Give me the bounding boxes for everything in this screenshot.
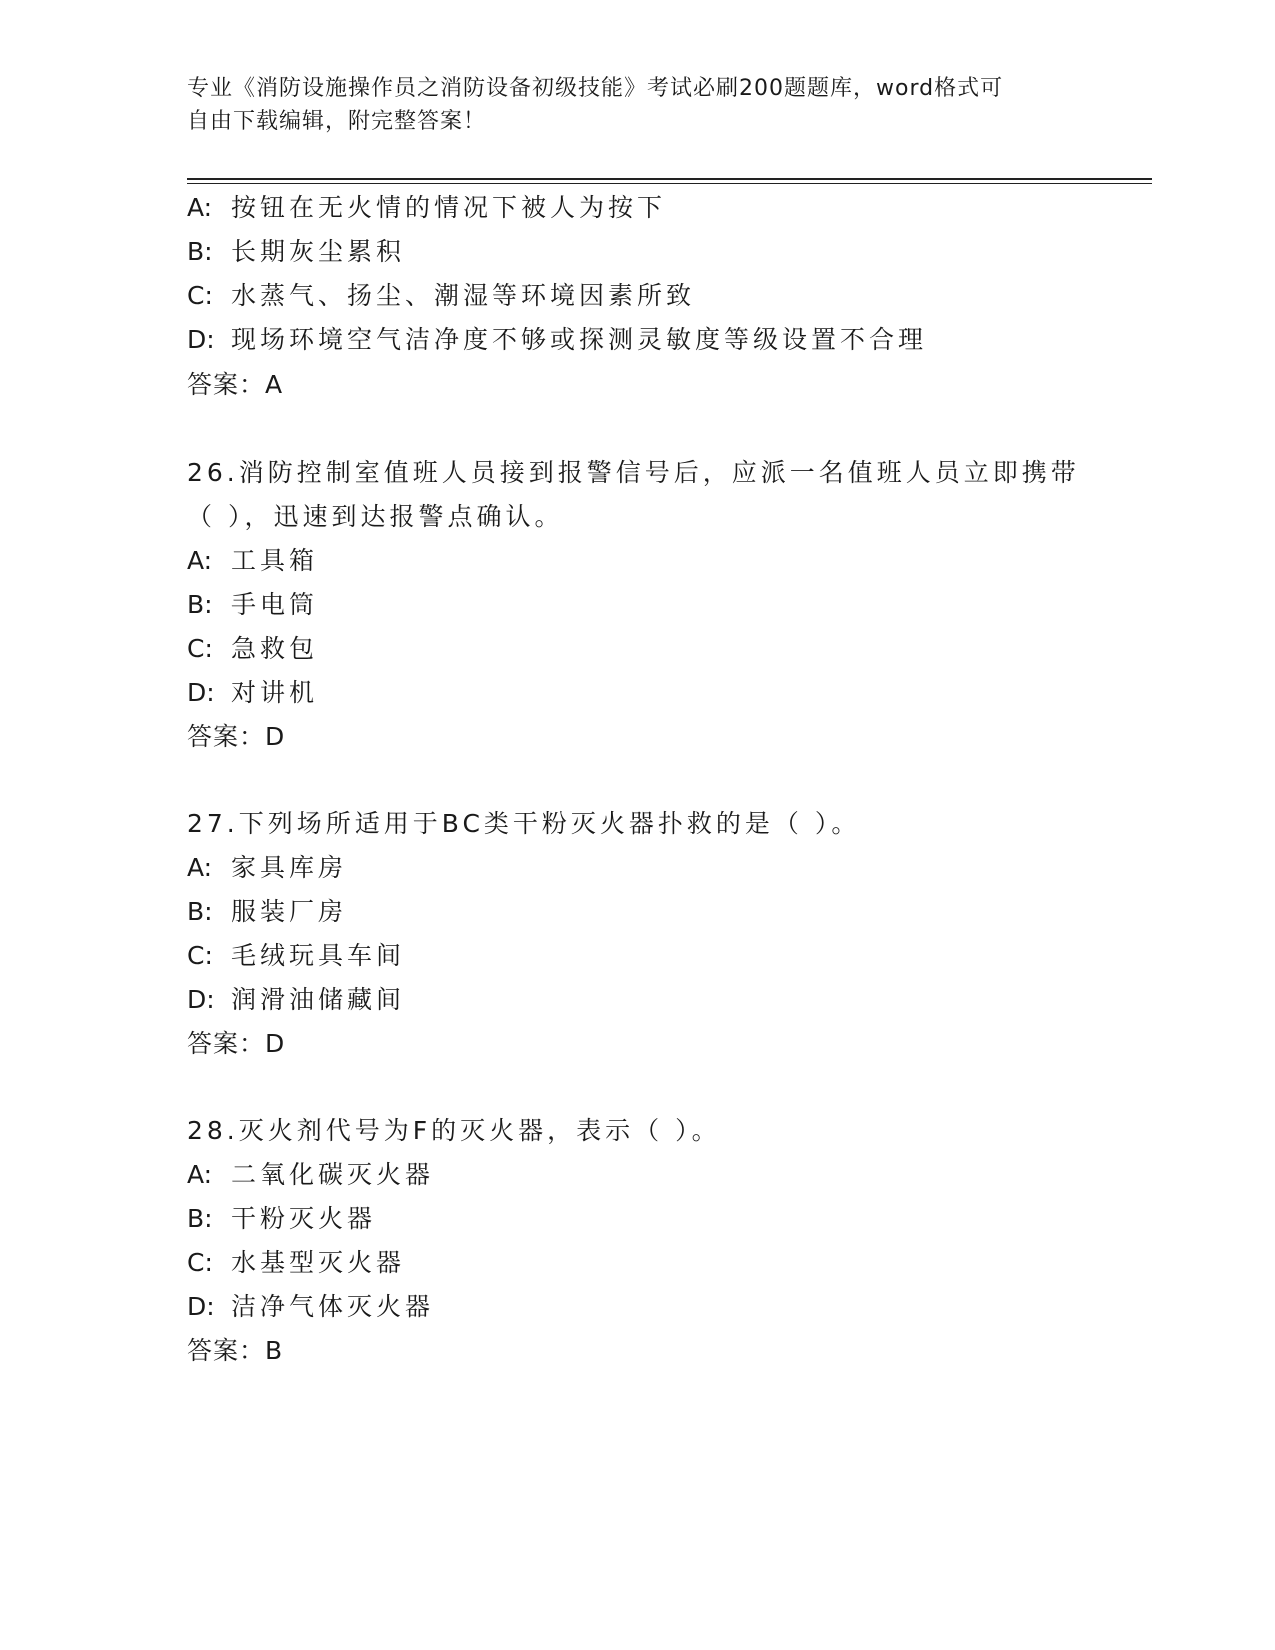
option-key: A: bbox=[187, 853, 213, 882]
option-key: D: bbox=[187, 985, 215, 1014]
option-d bbox=[187, 984, 405, 1016]
header-line-1: 专业《消防设施操作员之消防设备初级技能》考试必刷200题题库，word格式可 bbox=[187, 76, 1004, 101]
option-c bbox=[187, 280, 695, 312]
header-divider bbox=[187, 178, 1152, 184]
option-text: 对讲机 bbox=[231, 678, 319, 707]
option-c bbox=[187, 940, 405, 972]
option-c bbox=[187, 1247, 405, 1279]
question-stem: 28.灭火剂代号为F的灭火器，表示（ ）。 bbox=[187, 1116, 721, 1145]
option-key: C: bbox=[187, 281, 213, 310]
option-key: B: bbox=[187, 897, 213, 926]
option-text: 二氧化碳灭火器 bbox=[231, 1160, 435, 1189]
option-key: C: bbox=[187, 634, 213, 663]
option-b bbox=[187, 589, 318, 621]
option-text: 润滑油储藏间 bbox=[231, 985, 406, 1014]
option-text: 干粉灭火器 bbox=[231, 1204, 377, 1233]
option-text: 长期灰尘累积 bbox=[231, 237, 406, 266]
option-a bbox=[187, 1159, 434, 1191]
option-d bbox=[187, 324, 927, 356]
option-text: 现场环境空气洁净度不够或探测灵敏度等级设置不合理 bbox=[231, 325, 928, 354]
answer: 答案：B bbox=[187, 1336, 284, 1365]
option-text: 按钮在无火情的情况下被人为按下 bbox=[231, 193, 667, 222]
option-key: C: bbox=[187, 1248, 213, 1277]
header-line-2: 自由下载编辑，附完整答案！ bbox=[187, 109, 487, 134]
option-key: B: bbox=[187, 237, 213, 266]
option-a bbox=[187, 852, 347, 884]
option-text: 毛绒玩具车间 bbox=[231, 941, 406, 970]
option-b bbox=[187, 896, 347, 928]
option-key: D: bbox=[187, 1292, 215, 1321]
option-key: B: bbox=[187, 590, 213, 619]
option-key: D: bbox=[187, 325, 215, 354]
option-text: 手电筒 bbox=[231, 590, 319, 619]
option-key: B: bbox=[187, 1204, 213, 1233]
answer: 答案：D bbox=[187, 1029, 286, 1058]
option-d bbox=[187, 1291, 434, 1323]
question-stem-continued: （ ），迅速到达报警点确认。 bbox=[187, 502, 564, 531]
answer: 答案：D bbox=[187, 722, 286, 751]
option-c bbox=[187, 633, 318, 665]
option-text: 服装厂房 bbox=[231, 897, 348, 926]
option-d bbox=[187, 677, 318, 709]
option-b bbox=[187, 236, 405, 268]
option-key: A: bbox=[187, 546, 213, 575]
question-stem: 26.消防控制室值班人员接到报警信号后，应派一名值班人员立即携带 bbox=[187, 458, 1080, 487]
option-text: 水基型灭火器 bbox=[231, 1248, 406, 1277]
document-header bbox=[187, 72, 1087, 138]
option-text: 洁净气体灭火器 bbox=[231, 1292, 435, 1321]
option-key: A: bbox=[187, 1160, 213, 1189]
option-text: 急救包 bbox=[231, 634, 319, 663]
option-text: 家具库房 bbox=[231, 853, 348, 882]
option-b bbox=[187, 1203, 376, 1235]
option-key: A: bbox=[187, 193, 213, 222]
option-key: D: bbox=[187, 678, 215, 707]
option-a bbox=[187, 545, 318, 577]
option-key: C: bbox=[187, 941, 213, 970]
option-text: 水蒸气、扬尘、潮湿等环境因素所致 bbox=[231, 281, 696, 310]
answer: 答案：A bbox=[187, 370, 284, 399]
option-a bbox=[187, 192, 666, 224]
option-text: 工具箱 bbox=[231, 546, 319, 575]
question-stem: 27.下列场所适用于BC类干粉灭火器扑救的是（ ）。 bbox=[187, 809, 861, 838]
